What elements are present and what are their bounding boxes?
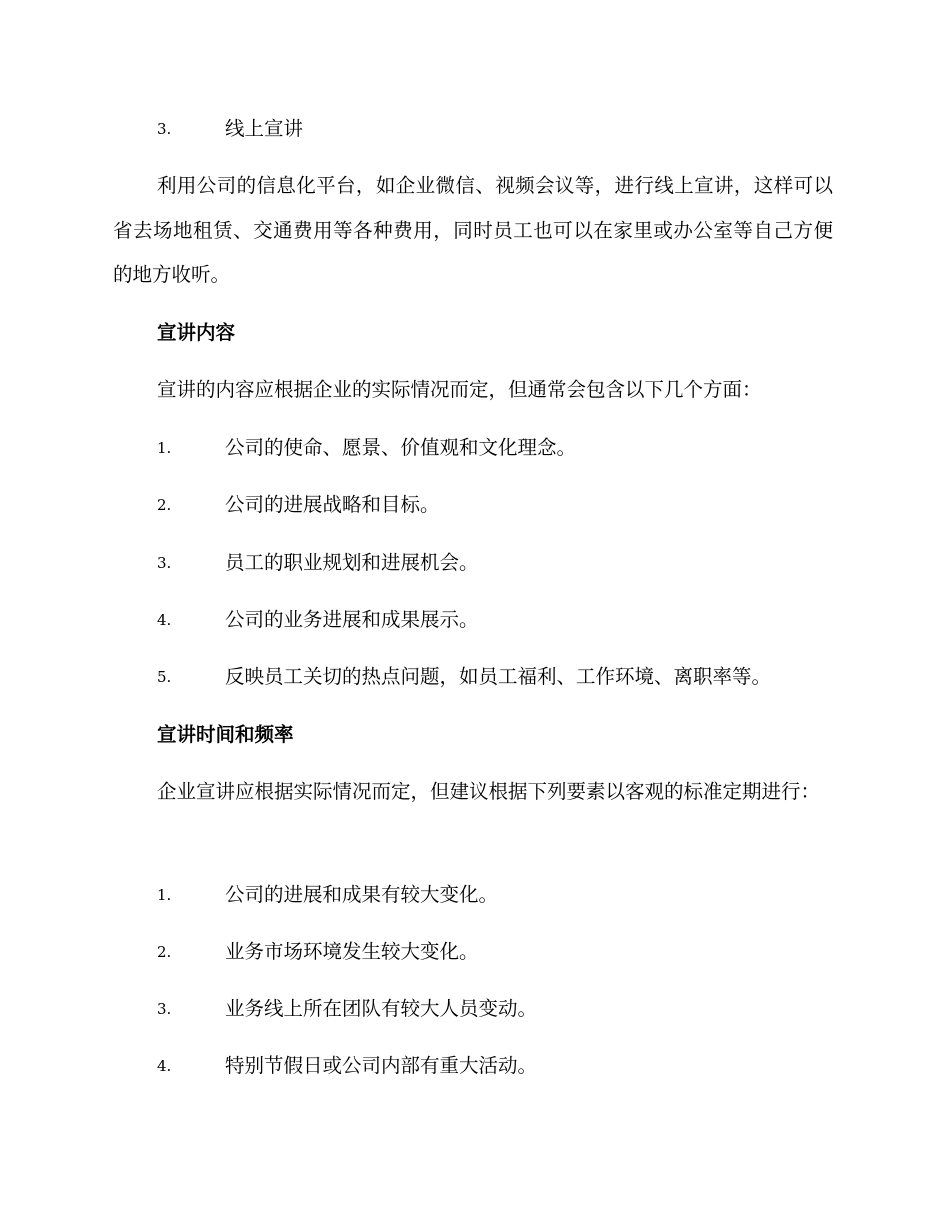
list-item-text: 公司的业务进展和成果展示。 — [225, 608, 479, 631]
list-item-text: 公司的进展和成果有较大变化。 — [225, 883, 499, 906]
list-item-online — [157, 114, 857, 144]
content-intro: 宣讲的内容应根据企业的实际情况而定，但通常会包含以下几个方面： — [157, 378, 762, 401]
list-number: 5. — [157, 668, 172, 686]
list-item — [157, 937, 857, 967]
list-item-text: 反映员工关切的热点问题，如员工福利、工作环境、离职率等。 — [225, 665, 772, 688]
heading-frequency: 宣讲时间和频率 — [157, 723, 294, 746]
list-item-text: 公司的进展战略和目标。 — [225, 493, 440, 516]
list-number: 1. — [157, 439, 172, 457]
list-number: 2. — [157, 496, 172, 514]
list-item — [157, 880, 857, 910]
list-item — [157, 994, 857, 1024]
list-number: 1. — [157, 886, 172, 904]
list-number: 4. — [157, 611, 172, 629]
heading-content: 宣讲内容 — [157, 321, 236, 344]
frequency-intro: 企业宣讲应根据实际情况而定，但建议根据下列要素以客观的标准定期进行： — [157, 780, 821, 803]
list-item — [157, 433, 857, 463]
list-item-title: 线上宣讲 — [225, 117, 304, 140]
online-paragraph: 利用公司的信息化平台，如企业微信、视频会议等，进行线上宣讲，这样可以省去场地租赁、交通费用等各种费用，同时员工也可以在家里或办公室等自己方便的地方收听。 — [113, 174, 833, 286]
list-number: 4. — [157, 1057, 172, 1075]
list-item — [157, 605, 857, 635]
list-item — [157, 1051, 857, 1081]
list-item-text: 业务线上所在团队有较大人员变动。 — [225, 997, 538, 1020]
list-number: 3. — [157, 120, 172, 138]
list-number: 3. — [157, 1000, 172, 1018]
list-number: 2. — [157, 943, 172, 961]
list-number: 3. — [157, 554, 172, 572]
list-item — [157, 548, 857, 578]
list-item-text: 员工的职业规划和进展机会。 — [225, 551, 479, 574]
list-item-text: 业务市场环境发生较大变化。 — [225, 940, 479, 963]
list-item — [157, 662, 857, 692]
list-item — [157, 490, 857, 520]
list-item-text: 特别节假日或公司内部有重大活动。 — [225, 1054, 538, 1077]
list-item-text: 公司的使命、愿景、价值观和文化理念。 — [225, 436, 577, 459]
